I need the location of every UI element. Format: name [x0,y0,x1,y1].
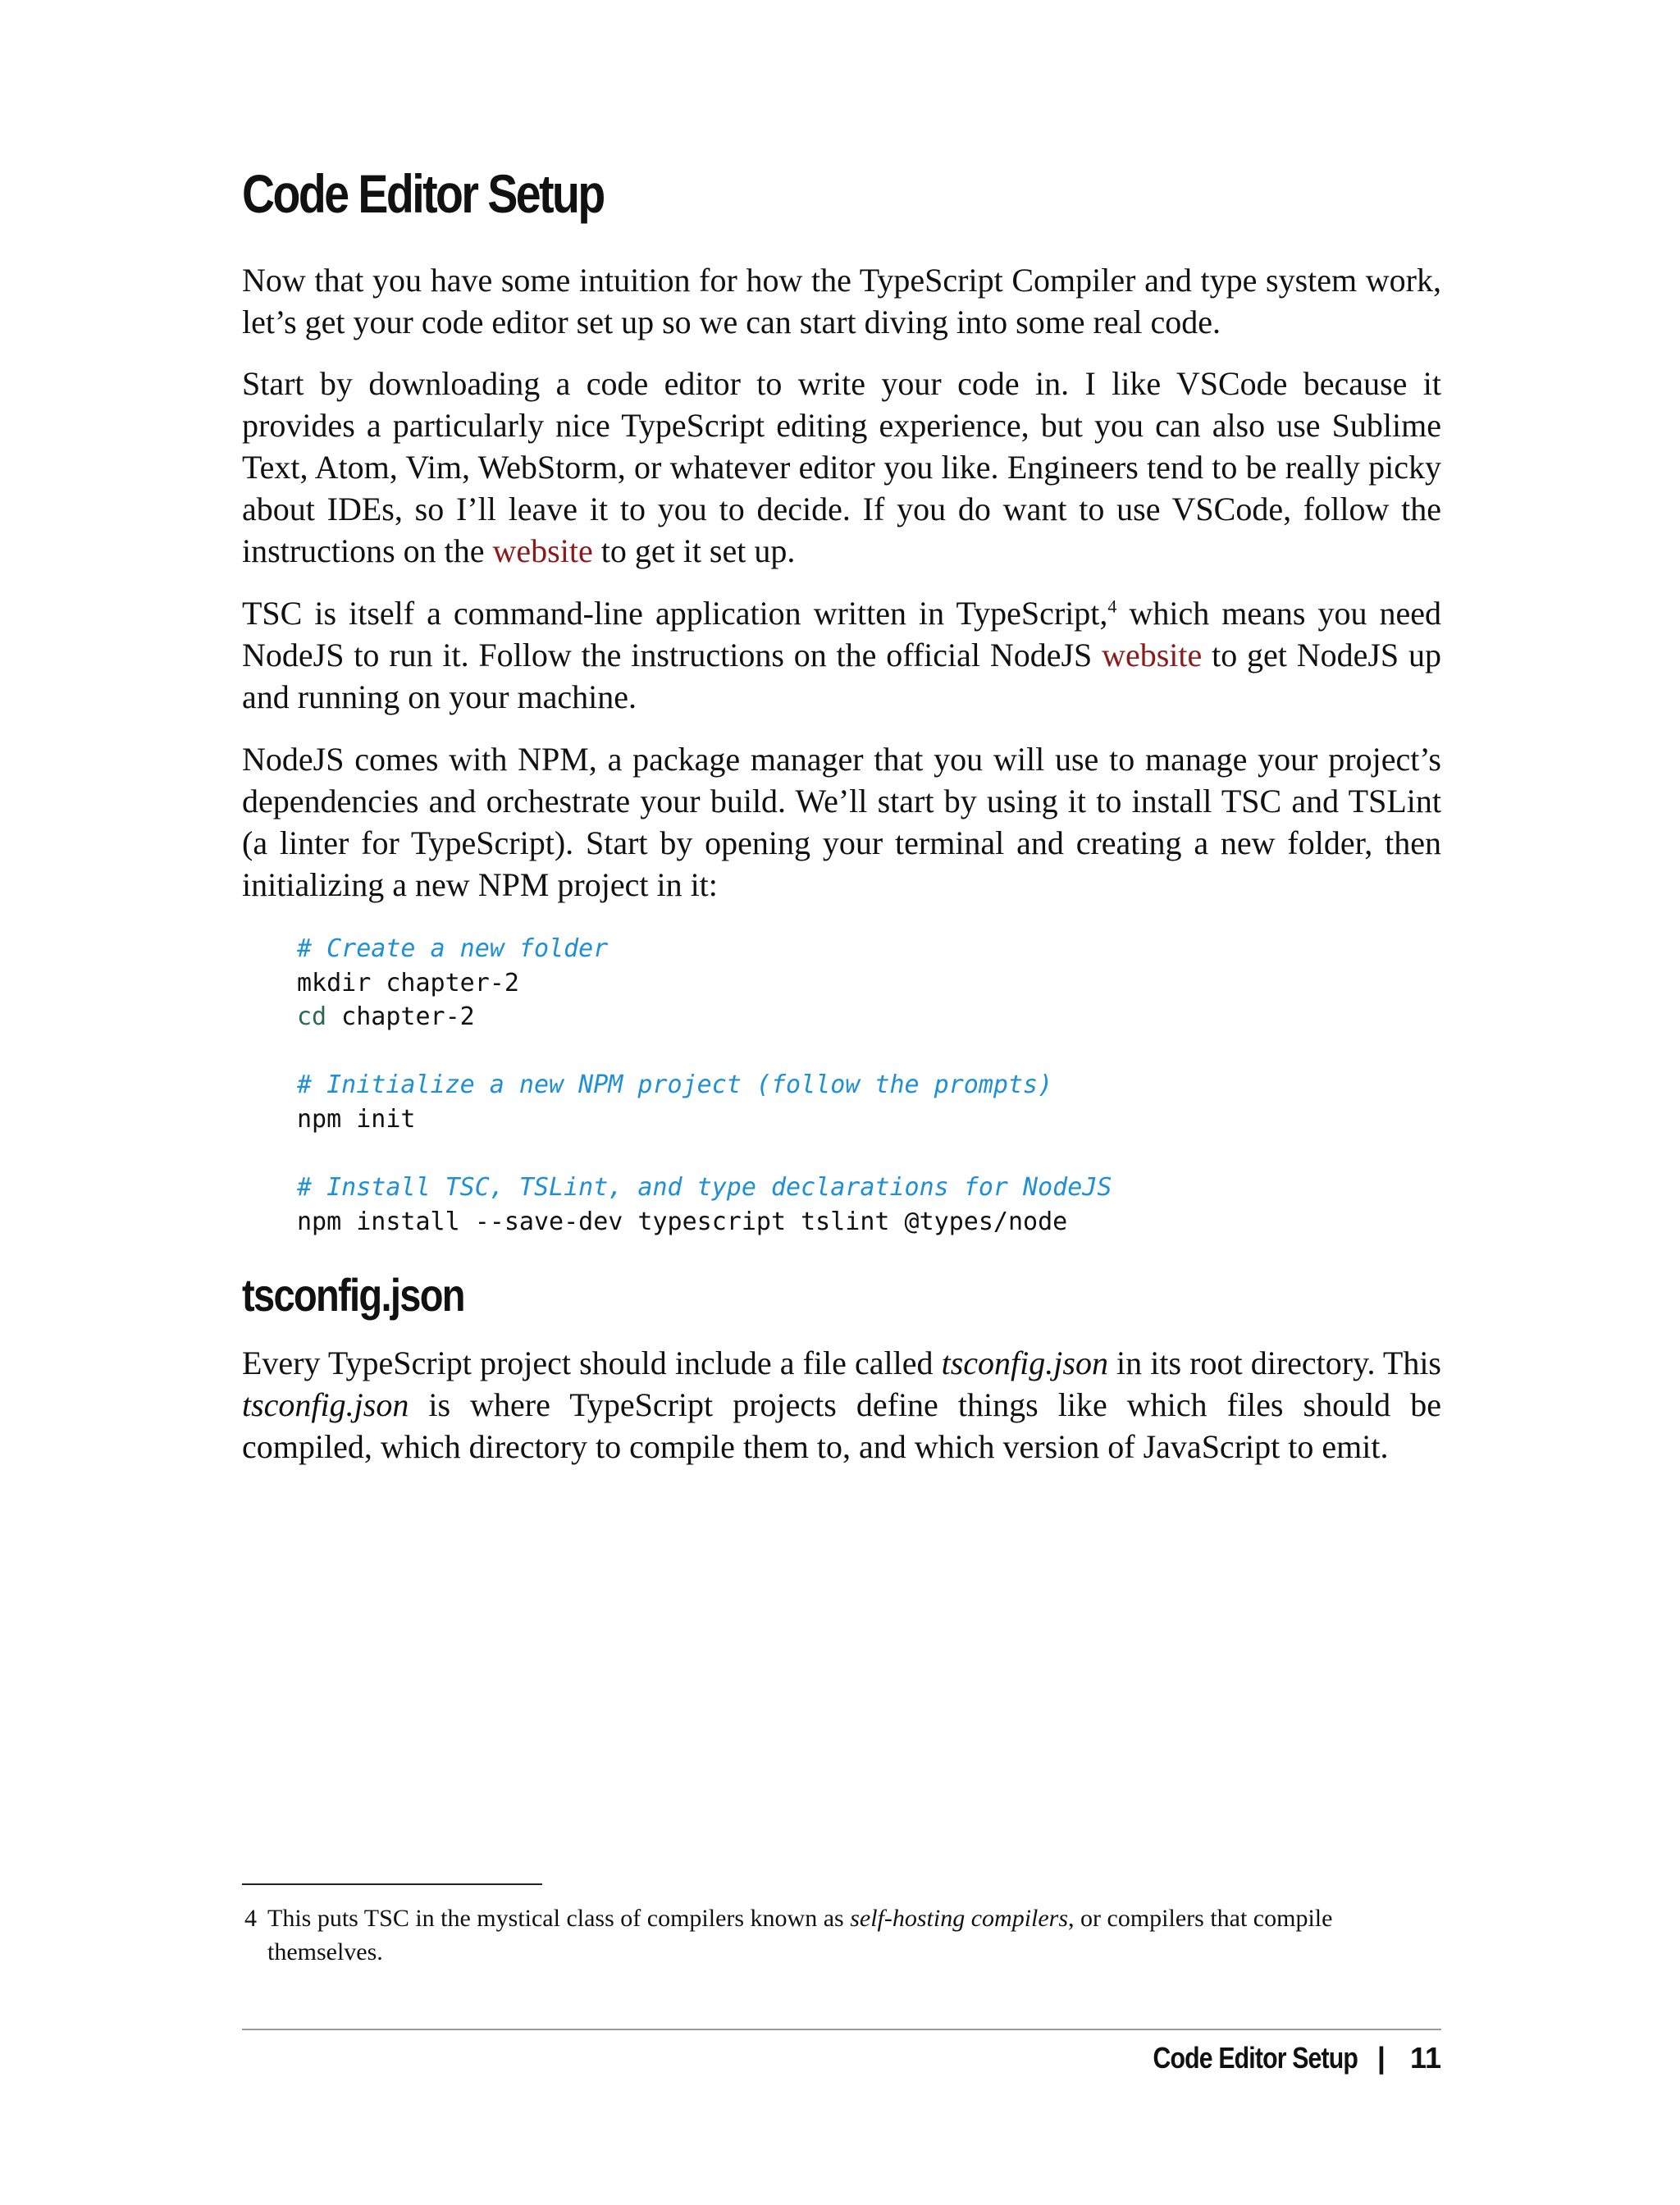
text-run: Start by downloading a code editor to write your code in. I like VSCode because it provides a particularly nice TypeScript editing experience, but you can also use Sublime Text, Atom, Vim, WebStorm, or whatever editor you like. Engineers tend to be really picky about IDEs, so I’ll leave it to you to decide. If you do want to use VSCode, follow the instructions on the [242,365,1441,569]
filename-emphasis: tsconfig.json [941,1344,1108,1381]
running-title: Code Editor Setup [1153,2041,1358,2075]
text-run: TSC is itself a command-line application written in TypeScript, [242,595,1108,632]
code-line [297,1000,1112,1034]
code-keyword: cd [297,1002,327,1032]
paragraph-text: Now that you have some intuition for how the TypeScript Compiler and type system work, let’s get your code editor set up so we can start diving into some real code. [242,262,1441,340]
text-run: This puts TSC in the mystical class of compilers known as [267,1905,851,1932]
filename-emphasis: tsconfig.json [242,1386,409,1423]
code-line: mkdir chapter-2 [297,968,519,998]
term-emphasis: self-hosting compilers [850,1905,1069,1932]
code-comment: # Install TSC, TSLint, and type declarations for NodeJS [297,1173,1112,1203]
text-run: is where TypeScript projects define things like which files should be compiled, which directory to compile them to, and which version of JavaScript to emit. [242,1386,1441,1465]
paragraph-text [242,1342,1441,1468]
npm-paragraph [242,738,1441,906]
text-run: to get NodeJS up and running on your machine. [242,637,1441,715]
code-blank-line [297,1034,1112,1069]
footnote-reference[interactable]: 4 [1107,596,1117,617]
footer-divider [242,2029,1441,2030]
subsection-heading: tsconfig.json [242,1269,464,1321]
text-run: in its root directory. This [1107,1344,1441,1381]
running-footer [1114,2041,1441,2075]
paragraph-text [242,363,1441,572]
text-run: Every TypeScript project should include a file called [242,1344,942,1381]
editor-paragraph [242,363,1441,572]
code-comment: # Create a new folder [297,934,609,963]
footnote-text [267,1901,1407,1969]
intro-paragraph [242,259,1441,343]
paragraph-text [242,592,1441,718]
nodejs-website-link[interactable]: website [1102,637,1203,673]
section-heading: Code Editor Setup [242,163,604,224]
paragraph-text: NodeJS comes with NPM, a package manager that you will use to manage your project’s dependencies and orchestrate your build. We’ll start by using it to install TSC and TSLint (a linter for TypeScript). Start by opening your terminal and creating a new folder, then initializing a new NPM project in it: [242,741,1441,903]
code-line: npm install --save-dev typescript tslint @types/node [297,1207,1068,1236]
code-blank-line [297,1137,1112,1171]
footnote-number: 4 [244,1905,257,1932]
footer-separator: | [1376,2041,1386,2075]
code-block [297,932,1112,1239]
text-run: to get it set up. [592,532,796,569]
code-line: npm init [297,1104,416,1134]
page-number: 11 [1409,2041,1441,2075]
code-comment: # Initialize a new NPM project (follow the prompts) [297,1071,1053,1100]
code-text: chapter-2 [326,1002,475,1032]
text-run: which means you need NodeJS to run it. Follow the instructions on the official NodeJS [242,595,1442,673]
footnote [242,1901,1407,1969]
text-run: , or compilers that compile themselves. [267,1905,1333,1965]
tsconfig-paragraph [242,1342,1441,1468]
tsc-paragraph [242,592,1441,718]
vscode-website-link[interactable]: website [492,532,593,569]
footnote-divider [242,1883,542,1885]
